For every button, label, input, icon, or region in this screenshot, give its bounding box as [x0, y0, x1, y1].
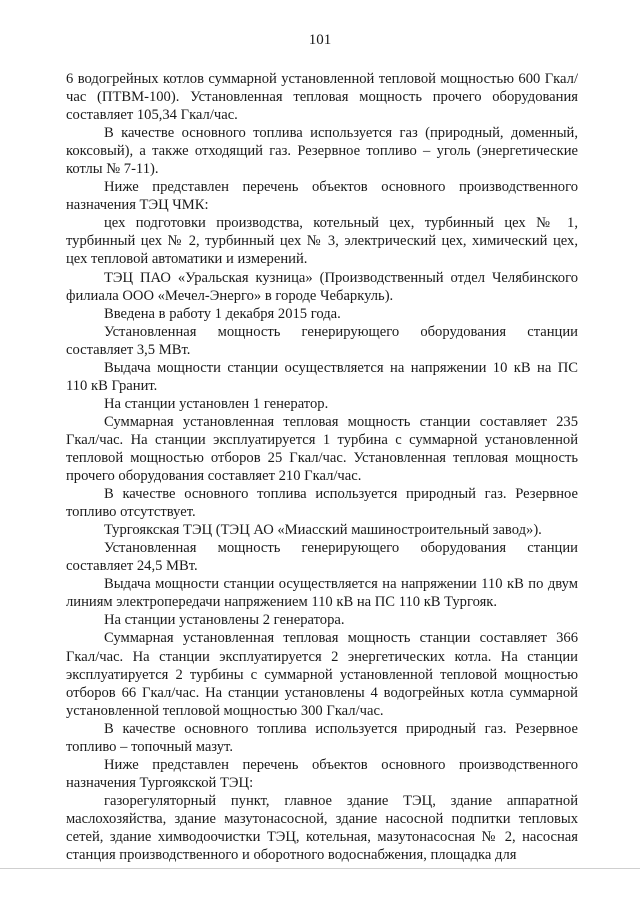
paragraph: Выдача мощности станции осуществляется на напряжении 10 кВ на ПС 110 кВ Гранит. [66, 359, 578, 394]
paragraph: В качестве основного топлива используется природный газ. Резервное топливо отсутствует. [66, 486, 578, 521]
paragraph: Установленная мощность генерирующего оборудования станции составляет 24,5 МВт. [66, 540, 578, 575]
paragraph: ТЭЦ ПАО «Уральская кузница» (Производственный отдел Челябинского филиала ООО «Мечел-Энерго» в городе Чебаркуль). [66, 269, 578, 304]
paragraph: Суммарная установленная тепловая мощность станции составляет 366 Гкал/час. На станции эксплуатируется 2 энергетических котла. На станции эксплуатируется 2 турбины с суммарной установленной тепловой мощностью отборов 66 Гкал/час. На станции установлены 4 водогрейных котла суммарной установленной тепловой мощностью 300 Гкал/час. [66, 630, 578, 719]
paragraph: В качестве основного топлива используется природный газ. Резервное топливо – топочный мазут. [66, 720, 578, 755]
page-number: 101 [308, 32, 332, 48]
paragraph: Выдача мощности станции осуществляется на напряжении 110 кВ по двум линиям электропередачи напряжением 110 кВ на ПС 110 кВ Тургояк. [66, 576, 578, 611]
paragraph: 6 водогрейных котлов суммарной установленной тепловой мощностью 600 Гкал/час (ПТВМ-100). Установленная тепловая мощность прочего оборудования составляет 105,34 Гкал/час. [66, 71, 578, 124]
paragraph: Тургоякская ТЭЦ (ТЭЦ АО «Миасский машиностроительный завод»). [104, 522, 542, 539]
paragraph: цех подготовки производства, котельный цех, турбинный цех № 1, турбинный цех № 2, турбинный цех № 3, электрический цех, химический цех, цех тепловой автоматики и измерений. [66, 215, 578, 268]
paragraph: газорегуляторный пункт, главное здание ТЭЦ, здание аппаратной маслохозяйства, здание мазутонасосной, здание насосной подпитки тепловых сетей, здание химводоочистки ТЭЦ, котельная, мазутонасосная № 2, насосная станция производственного и оборотного водоснабжения, площадка для [66, 792, 578, 864]
paragraph: Суммарная установленная тепловая мощность станции составляет 235 Гкал/час. На станции эксплуатируется 1 турбина с суммарной установленной тепловой мощностью отборов 25 Гкал/час. Установленная тепловая мощность прочего оборудования составляет 210 Гкал/час. [66, 413, 578, 485]
paragraph: Ниже представлен перечень объектов основного производственного назначения ТЭЦ ЧМК: [66, 179, 578, 214]
paragraph: На станции установлен 1 генератор. [104, 395, 329, 412]
paragraph: На станции установлены 2 генератора. [104, 612, 345, 629]
paragraph: Ниже представлен перечень объектов основного производственного назначения Тургоякской ТЭЦ: [66, 756, 578, 791]
document-body [66, 70, 578, 864]
footer-divider [0, 868, 640, 869]
paragraph: В качестве основного топлива используется газ (природный, доменный, коксовый), а также отходящий газ. Резервное топливо – уголь (энергетические котлы № 7-11). [66, 125, 578, 178]
paragraph: Введена в работу 1 декабря 2015 года. [104, 305, 341, 322]
paragraph: Установленная мощность генерирующего оборудования станции составляет 3,5 МВт. [66, 323, 578, 358]
